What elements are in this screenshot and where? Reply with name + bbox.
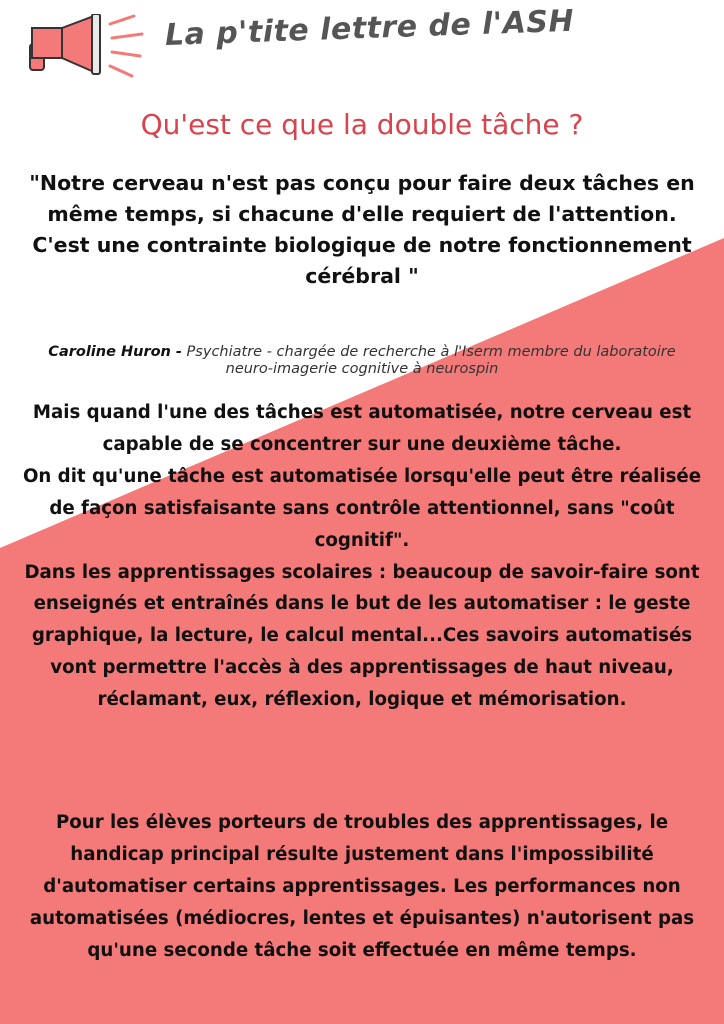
quote-block <box>10 168 714 292</box>
body-section-2 <box>14 807 710 967</box>
author-description: Psychiatre - chargée de recherche à l'Iserm membre du laboratoire neuro-imagerie cognitive à neurospin <box>181 344 676 377</box>
paragraph-definition: On dit qu'une tâche est automatisée lorsqu'elle peut être réalisée de façon satisfaisante sans contrôle attentionnel, sans "coût cognitif". <box>22 465 702 551</box>
megaphone-icon <box>22 14 152 84</box>
paragraph-troubles: Pour les élèves porteurs de troubles des apprentissages, le handicap principal résulte justement dans l'impossibilité d'automatiser certains apprentissages. Les performances non automatisées (médiocres, lentes et épuisantes) n'autorisent pas qu'une seconde tâche soit effectuée en même temps. <box>29 812 695 961</box>
page-subtitle: Qu'est ce que la double tâche ? <box>140 108 584 141</box>
quote-line-1: "Notre cerveau n'est pas conçu pour faire deux tâches en même temps, si chacune d'elle requiert de l'attention. <box>29 171 695 226</box>
quote-line-2: C'est une contrainte biologique de notre fonctionnement cérébral " <box>32 233 692 288</box>
paragraph-automatisation: Mais quand l'une des tâches est automatisée, notre cerveau est capable de se concentrer sur une deuxième tâche. <box>32 402 692 455</box>
paragraph-apprentissages: Dans les apprentissages scolaires : beaucoup de savoir-faire sont enseignés et entraînés dans le but de les automatiser : le geste graphique, la lecture, le calcul mental...Ces savoirs automatisés vont permettre l'accès à des apprentissages de haut niveau, réclamant, eux, réflexion, logique et mémorisation. <box>24 561 700 711</box>
author-credit <box>30 344 694 378</box>
body-section-1 <box>14 397 710 716</box>
author-name: Caroline Huron - <box>48 344 182 360</box>
page-title: La p'tite lettre de l'ASH <box>164 3 575 53</box>
